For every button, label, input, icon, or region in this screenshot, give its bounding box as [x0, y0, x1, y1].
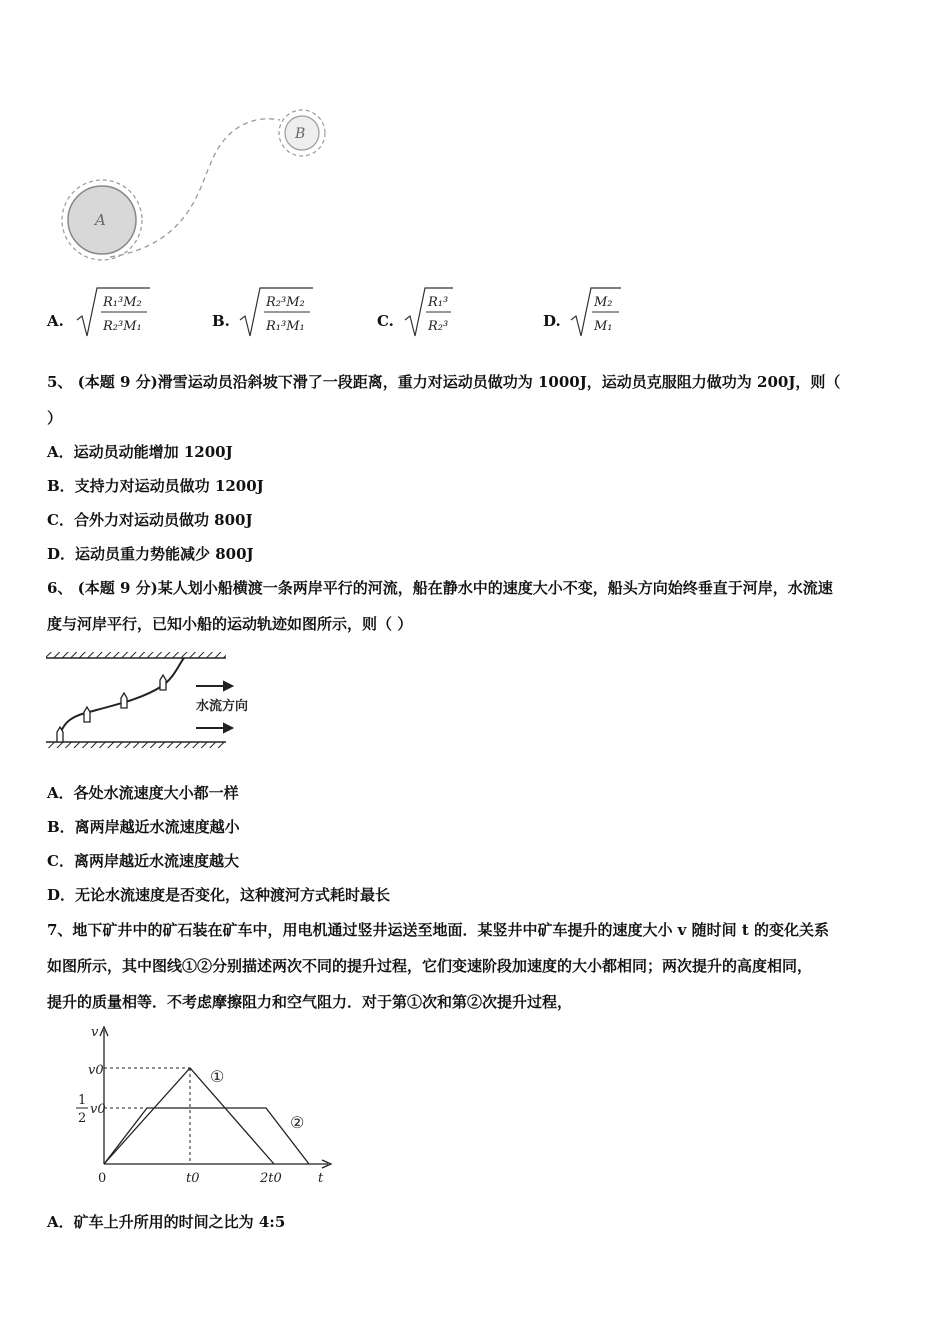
svg-text:M₂: M₂: [594, 295, 613, 310]
river-figure: [44, 650, 264, 755]
curve-2-label: ②: [290, 1113, 305, 1132]
q7-option-a[interactable]: A．矿车上升所用的时间之比为 4:5: [47, 1213, 286, 1231]
boat-icon: [57, 675, 166, 742]
curve-1: [104, 1068, 274, 1164]
svg-text:R₂³M₁: R₂³M₁: [103, 319, 142, 334]
flow-direction-label: 水流方向: [196, 699, 249, 714]
far-bank: [46, 652, 226, 658]
q6-option-c[interactable]: C．离两岸越近水流速度越大: [47, 852, 239, 870]
q6-option-a[interactable]: A．各处水流速度大小都一样: [47, 784, 239, 802]
q5-option-b[interactable]: B．支持力对运动员做功 1200J: [47, 477, 264, 495]
v0-label: v0: [88, 1063, 104, 1078]
curve-1-label: ①: [210, 1067, 225, 1086]
q7-stem-line3: 提升的质量相等．不考虑摩擦阻力和空气阻力．对于第①次和第②次提升过程，: [47, 993, 573, 1011]
svg-text:R₁³M₂: R₁³M₂: [103, 295, 142, 310]
q7-stem-line1: 7、地下矿井中的矿石装在矿车中，用电机通过竖井运送至地面．某竖井中矿车提升的速度大小 v 随时间 t 的变化关系: [47, 921, 829, 939]
q5-option-d[interactable]: D．运动员重力势能减少 800J: [47, 545, 254, 563]
svg-text:R₂³: R₂³: [428, 319, 449, 334]
q4-option-b-formula: [238, 284, 318, 344]
half-num: 1: [78, 1093, 87, 1108]
origin-label: 0: [98, 1171, 107, 1186]
q5-stem-line2: ）: [47, 409, 63, 427]
svg-text:M₁: M₁: [594, 319, 613, 334]
q4-option-d[interactable]: D.: [543, 312, 561, 330]
q6-option-d[interactable]: D．无论水流速度是否变化，这种渡河方式耗时最长: [47, 886, 391, 904]
curve-2: [104, 1108, 309, 1164]
t0-label: t0: [186, 1171, 200, 1186]
near-bank: [46, 742, 226, 748]
q7-stem-line2: 如图所示，其中图线①②分别描述两次不同的提升过程，它们变速阶段加速度的大小都相同；两次提升的高度相同，: [47, 957, 813, 975]
transfer-path: [110, 119, 280, 257]
svg-text:R₁³: R₁³: [428, 295, 449, 310]
q5-option-c[interactable]: C．合外力对运动员做功 800J: [47, 511, 253, 529]
q6-option-b[interactable]: B．离两岸越近水流速度越小: [47, 818, 240, 836]
q4-option-d-formula: [569, 284, 629, 344]
vt-graph: [44, 1022, 344, 1187]
svg-text:R₂³M₂: R₂³M₂: [266, 295, 305, 310]
planet-a-label: A: [95, 211, 106, 229]
q6-stem-line1: 6、 (本题 9 分)某人划小船横渡一条两岸平行的河流，船在静水中的速度大小不变，船头方向始终垂直于河岸，水流速: [47, 579, 833, 597]
half-den: 2: [78, 1111, 87, 1126]
q4-option-c-formula: [403, 284, 463, 344]
q4-option-c[interactable]: C.: [377, 312, 394, 330]
planet-b-label: B: [295, 126, 306, 142]
q5-stem-line1: 5、 (本题 9 分)滑雪运动员沿斜坡下滑了一段距离，重力对运动员做功为 1000J，运动员克服阻力做功为 200J，则（: [47, 373, 841, 391]
q4-option-b[interactable]: B.: [212, 312, 230, 330]
q5-option-a[interactable]: A．运动员动能增加 1200J: [47, 443, 233, 461]
q6-stem-line2: 度与河岸平行，已知小船的运动轨迹如图所示，则（ ）: [47, 615, 413, 633]
svg-text:R₁³M₁: R₁³M₁: [266, 319, 305, 334]
q4-option-a-formula: [75, 284, 155, 344]
y-axis-label: v: [91, 1025, 99, 1040]
half-v0-label: v0: [90, 1102, 106, 1117]
x-axis-label: t: [318, 1171, 324, 1186]
q4-option-a[interactable]: A.: [47, 312, 64, 330]
two-t0-label: 2t0: [260, 1171, 282, 1186]
orbit-figure: [40, 95, 340, 275]
